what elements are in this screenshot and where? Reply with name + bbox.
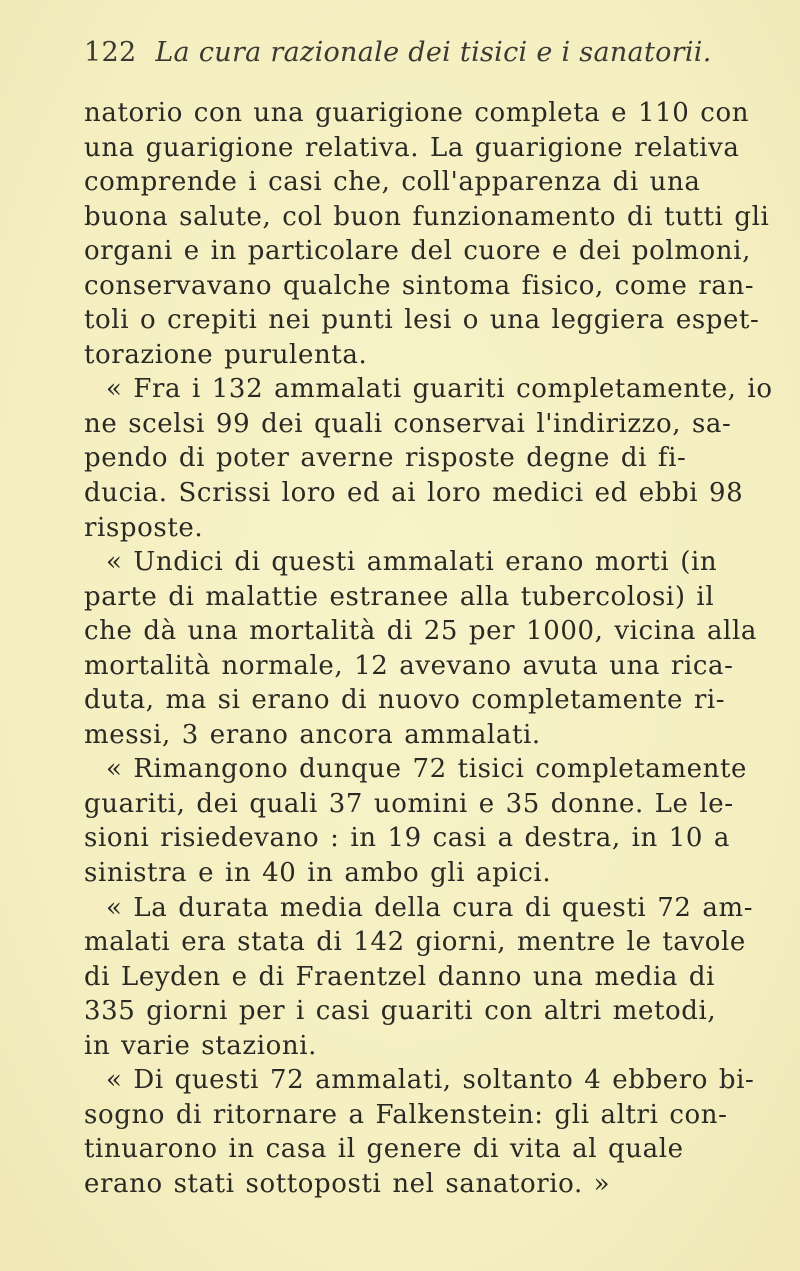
text-line: tinuarono in casa il genere di vita al quale bbox=[84, 1134, 684, 1165]
paragraph-start-line: « Fra i 132 ammalati guariti completamente, io bbox=[106, 374, 773, 405]
text-line: ne scelsi 99 dei quali conservai l'indirizzo, sa- bbox=[84, 408, 732, 439]
body-text bbox=[84, 96, 774, 1202]
text-line: parte di malattie estranee alla tubercolosi) il bbox=[84, 581, 715, 612]
text-line: conservavano qualche sintoma fisico, come ran- bbox=[84, 270, 755, 301]
text-line: ducia. Scrissi loro ed ai loro medici ed ebbi 98 bbox=[84, 478, 744, 509]
paragraph-start-line: « Di questi 72 ammalati, soltanto 4 ebbero bi- bbox=[106, 1065, 755, 1096]
text-line: guariti, dei quali 37 uomini e 35 donne. Le le- bbox=[84, 788, 734, 819]
text-line: toli o crepiti nei punti lesi o una leggiera espet- bbox=[84, 305, 760, 336]
page-header bbox=[84, 36, 764, 70]
text-line: pendo di poter averne risposte degne di fi- bbox=[84, 443, 687, 474]
text-line: una guarigione relativa. La guarigione relativa bbox=[84, 132, 740, 163]
text-line: comprende i casi che, coll'apparenza di una bbox=[84, 167, 701, 198]
text-line: malati era stata di 142 giorni, mentre le tavole bbox=[84, 927, 746, 958]
text-line: risposte. bbox=[84, 512, 204, 543]
text-line: natorio con una guarigione completa e 110 con bbox=[84, 98, 750, 128]
text-line: messi, 3 erano ancora ammalati. bbox=[84, 719, 541, 750]
text-line: erano stati sottoposti nel sanatorio. » bbox=[84, 1168, 611, 1199]
text-line: sogno di ritornare a Falkenstein: gli altri con- bbox=[84, 1099, 728, 1130]
text-line: duta, ma si erano di nuovo completamente ri- bbox=[84, 685, 726, 716]
running-title: La cura razionale dei tisici e i sanatorii. bbox=[155, 37, 712, 68]
text-line: 335 giorni per i casi guariti con altri metodi, bbox=[84, 996, 717, 1027]
text-line: mortalità normale, 12 avevano avuta una rica- bbox=[84, 650, 734, 681]
paragraph-start-line: « Undici di questi ammalati erano morti (in bbox=[106, 547, 718, 578]
text-line: sioni risiedevano : in 19 casi a destra, in 10 a bbox=[84, 823, 731, 854]
text-line: organi e in particolare del cuore e dei polmoni, bbox=[84, 236, 751, 267]
text-line: buona salute, col buon funzionamento di tutti gli bbox=[84, 201, 770, 232]
text-line: di Leyden e di Fraentzel danno una media di bbox=[84, 961, 716, 992]
page-number: 122 bbox=[84, 37, 137, 68]
text-line: che dà una mortalità di 25 per 1000, vicina alla bbox=[84, 616, 757, 647]
text-line: torazione purulenta. bbox=[84, 339, 368, 370]
paragraph-start-line: « La durata media della cura di questi 72 am- bbox=[106, 892, 754, 923]
text-line: in varie stazioni. bbox=[84, 1030, 317, 1061]
text-line: sinistra e in 40 in ambo gli apici. bbox=[84, 858, 552, 889]
paragraph-start-line: « Rimangono dunque 72 tisici completamente bbox=[106, 754, 747, 785]
